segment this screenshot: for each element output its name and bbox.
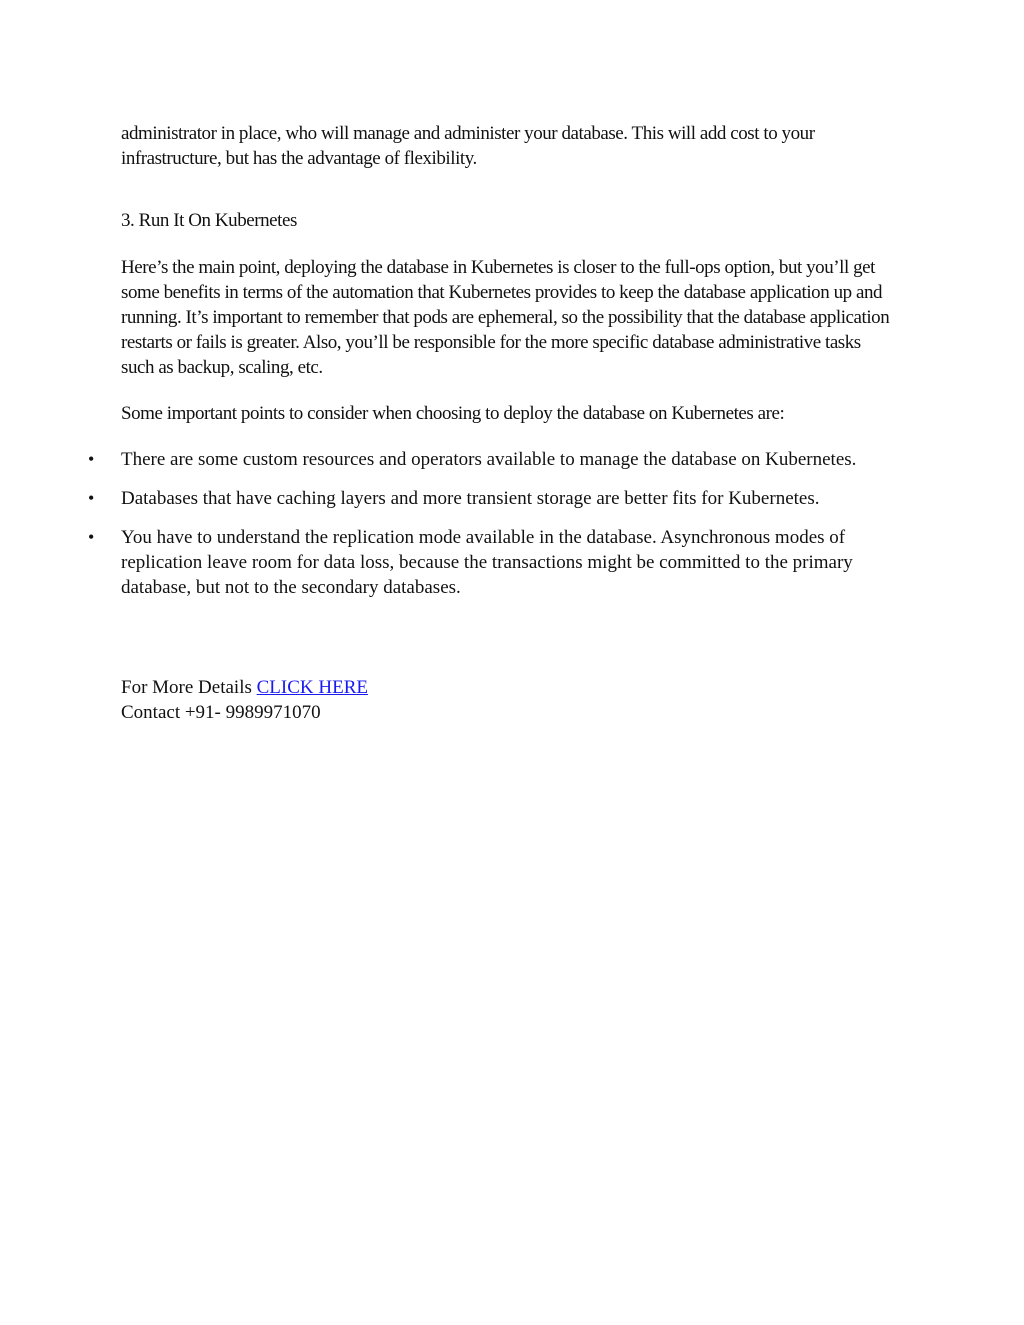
bullet-item	[0, 447, 896, 472]
section-heading: 3. Run It On Kubernetes	[121, 210, 297, 231]
bullet-list	[0, 447, 1024, 614]
body-paragraph-1: Here’s the main point, deploying the database in Kubernetes is closer to the full-ops option, but you’ll get some benefits in terms of the automation that Kubernetes provides to keep the database application up and running. It’s important to remember that pods are ephemeral, so the possibility that the database application restarts or fails is greater. Also, you’ll be responsible for the more specific database administrative tasks such as backup, scaling, etc.	[121, 257, 890, 378]
contact-footer	[121, 675, 896, 725]
bullet-text: There are some custom resources and operators available to manage the database on Kubernetes.	[121, 449, 857, 470]
body-paragraph-2: Some important points to consider when choosing to deploy the database on Kubernetes are:	[121, 403, 785, 424]
bullet-dot-icon: •	[88, 488, 95, 508]
details-line	[121, 675, 896, 700]
contact-line: Contact +91- 9989971070	[121, 702, 321, 723]
details-label: For More Details	[121, 677, 252, 698]
bullet-item	[0, 486, 896, 511]
bullet-item	[0, 525, 896, 600]
intro-paragraph: administrator in place, who will manage and administer your database. This will add cost to your infrastructure, but has the advantage of flexibility.	[121, 123, 815, 169]
bullet-text: Databases that have caching layers and more transient storage are better fits for Kubernetes.	[121, 488, 820, 509]
click-here-link[interactable]: CLICK HERE	[256, 677, 368, 698]
bullet-text: You have to understand the replication mode available in the database. Asynchronous modes of replication leave room for data loss, because the transactions might be committed to the primary database, but not to the secondary databases.	[121, 527, 853, 598]
bullet-dot-icon: •	[88, 449, 95, 469]
bullet-dot-icon: •	[88, 527, 95, 547]
